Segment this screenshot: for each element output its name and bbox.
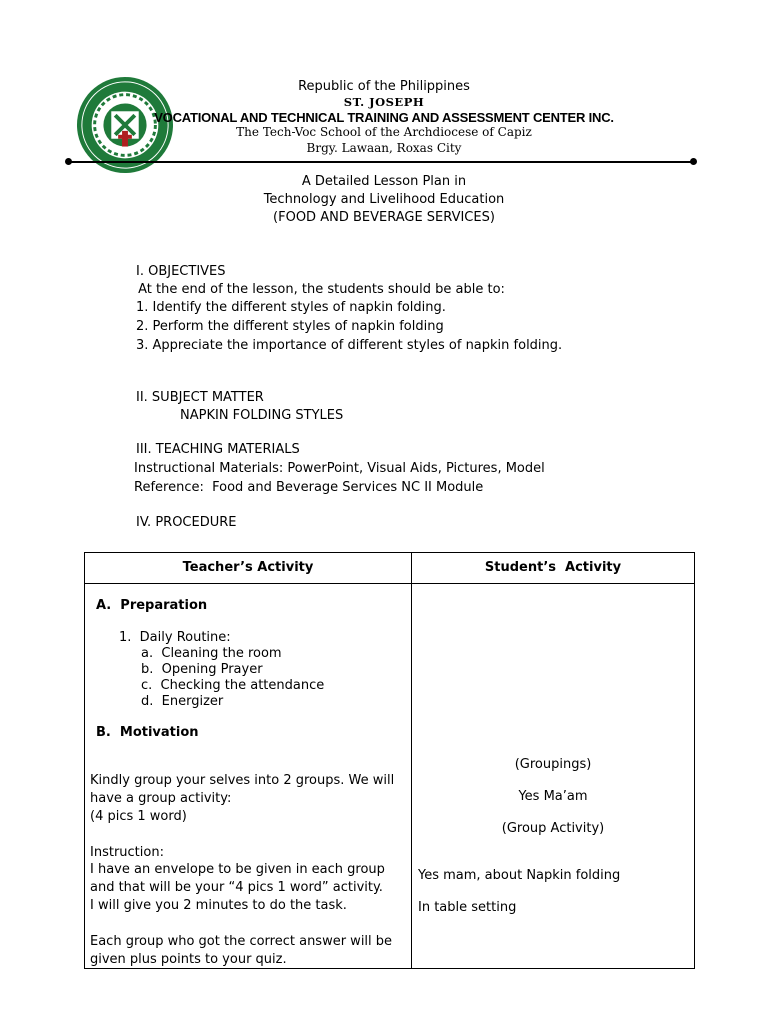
routine-item: c. Checking the attendance — [141, 678, 325, 693]
teacher-line: Instruction: — [90, 845, 164, 860]
student-response-table-setting: In table setting — [418, 900, 517, 915]
subject-matter-heading: II. SUBJECT MATTER — [136, 390, 264, 405]
teacher-line: Kindly group your selves into 2 groups. We will — [90, 773, 395, 788]
teacher-line: (4 pics 1 word) — [90, 809, 187, 824]
preparation-heading: A. Preparation — [96, 598, 208, 613]
student-response-groupings: (Groupings) — [514, 757, 592, 772]
objective-item: 2. Perform the different styles of napkin folding — [136, 319, 444, 334]
procedure-heading: IV. PROCEDURE — [136, 515, 237, 530]
teaching-materials-heading: III. TEACHING MATERIALS — [136, 442, 300, 457]
header-tagline: The Tech-Voc School of the Archdiocese of Capiz — [236, 125, 532, 139]
header-center-name: VOCATIONAL AND TECHNICAL TRAINING AND ASSESSMENT CENTER INC. — [154, 110, 614, 125]
teacher-line: and that will be your “4 pics 1 word” activity. — [90, 880, 383, 895]
teacher-line: given plus points to your quiz. — [90, 952, 287, 967]
objectives-intro: At the end of the lesson, the students should be able to: — [134, 282, 505, 297]
daily-routine-label: 1. Daily Routine: — [119, 630, 231, 645]
teacher-line: Each group who got the correct answer will be — [90, 934, 393, 949]
procedure-table — [84, 552, 695, 969]
teacher-line: I have an envelope to be given in each group — [90, 862, 385, 877]
table-header-divider — [85, 583, 694, 584]
routine-item: b. Opening Prayer — [141, 662, 263, 677]
divider-left-dot — [65, 158, 72, 165]
lesson-plan-title: A Detailed Lesson Plan in — [301, 174, 467, 189]
motivation-heading: B. Motivation — [96, 725, 199, 740]
student-response-group-activity: (Group Activity) — [501, 821, 605, 836]
header-address: Brgy. Lawaan, Roxas City — [306, 141, 462, 155]
header-divider — [69, 161, 695, 163]
objectives-heading: I. OBJECTIVES — [136, 264, 226, 279]
teacher-activity-header: Teacher’s Activity — [182, 560, 314, 575]
lesson-plan-subject: Technology and Livelihood Education — [263, 192, 505, 207]
student-response-yes: Yes Ma’am — [518, 789, 588, 804]
subject-matter-topic: NAPKIN FOLDING STYLES — [180, 408, 344, 423]
routine-item: d. Energizer — [141, 694, 224, 709]
student-activity-header: Student’s Activity — [484, 560, 622, 575]
divider-right-dot — [690, 158, 697, 165]
reference-materials: Reference: Food and Beverage Services NC II Module — [134, 480, 484, 495]
routine-item: a. Cleaning the room — [141, 646, 282, 661]
header-republic: Republic of the Philippines — [298, 79, 470, 94]
objective-item: 3. Appreciate the importance of different styles of napkin folding. — [136, 338, 563, 353]
teacher-line: I will give you 2 minutes to do the task. — [90, 898, 347, 913]
teacher-line: have a group activity: — [90, 791, 232, 806]
instructional-materials: Instructional Materials: PowerPoint, Visual Aids, Pictures, Model — [134, 461, 545, 476]
student-response-about: Yes mam, about Napkin folding — [418, 868, 621, 883]
lesson-plan-area: (FOOD AND BEVERAGE SERVICES) — [273, 210, 495, 225]
header-school-name: ST. JOSEPH — [343, 95, 425, 109]
objective-item: 1. Identify the different styles of napkin folding. — [136, 300, 446, 315]
